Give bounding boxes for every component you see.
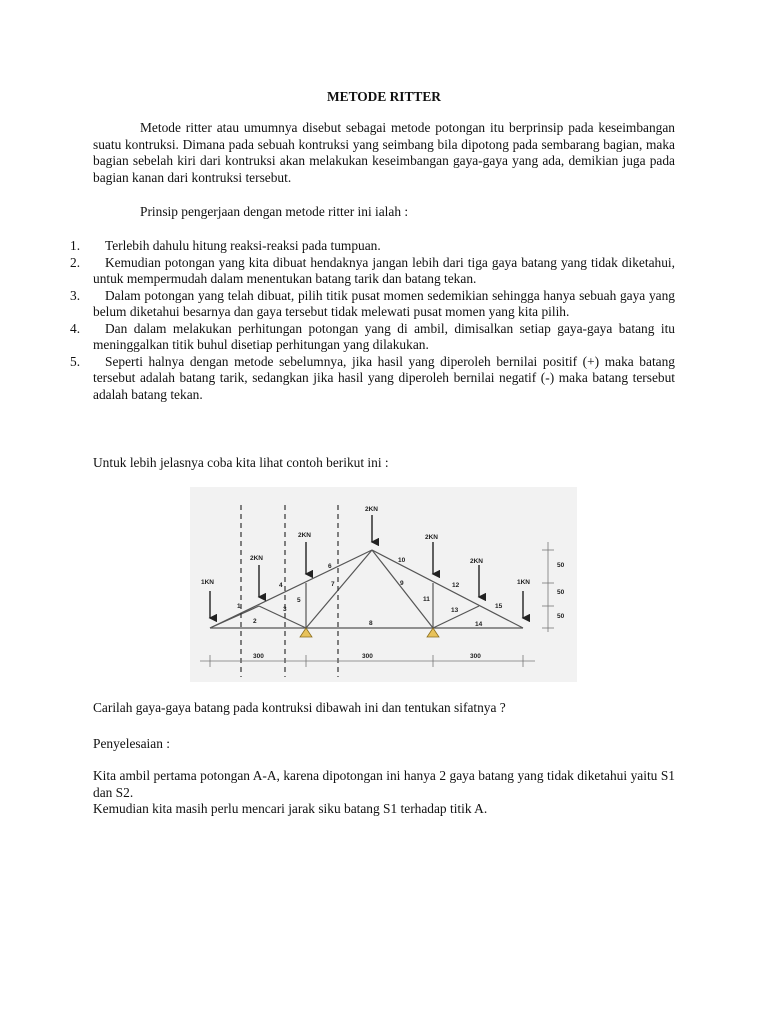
member-label: 6 <box>328 563 332 570</box>
member-label: 4 <box>279 582 283 589</box>
member-label: 12 <box>452 582 460 589</box>
member-label: 5 <box>297 597 301 604</box>
height-label: 50 <box>557 589 565 596</box>
load-label: 2KN <box>250 555 264 562</box>
member-label: 15 <box>495 603 503 610</box>
page-title: METODE RITTER <box>327 89 441 104</box>
load-label: 2KN <box>470 558 484 565</box>
solution-label: Penyelesaian : <box>93 736 170 751</box>
support-right-icon <box>427 628 439 637</box>
span-label: 300 <box>470 653 481 660</box>
question-paragraph: Carilah gaya-gaya batang pada kontruksi dibawah ini dan tentukan sifatnya ? <box>93 700 506 715</box>
member-label: 10 <box>398 557 406 564</box>
section-lines <box>241 505 338 677</box>
member-label: 14 <box>475 621 483 628</box>
load-label: 2KN <box>298 532 312 539</box>
member-label: 9 <box>400 580 404 587</box>
solution-paragraph-1: Kita ambil pertama potongan A-A, karena dipotongan ini hanya 2 gaya batang yang tidak diketahui yaitu S1 dan S2. <box>93 768 675 800</box>
list-item-number: 5. <box>70 353 81 369</box>
list-item-number: 2. <box>70 254 81 270</box>
support-left-icon <box>300 628 312 637</box>
member-label: 3 <box>283 606 287 613</box>
example-intro: Untuk lebih jelasnya coba kita lihat contoh berikut ini : <box>93 455 389 470</box>
list-item-number: 4. <box>70 320 81 336</box>
member-label: 11 <box>423 596 430 603</box>
list-item <box>70 238 675 255</box>
list-item-text: Kemudian potongan yang kita dibuat hendaknya jangan lebih dari tiga gaya batang yang tidak diketahui, untuk mempermudah dalam menentukan batang tarik dan batang tekan. <box>93 254 675 286</box>
span-label: 300 <box>253 653 264 660</box>
list-item <box>70 354 675 404</box>
list-item <box>70 288 675 321</box>
height-label: 50 <box>557 613 565 620</box>
truss-diagram <box>190 487 577 682</box>
steps-list <box>70 238 675 403</box>
load-arrows <box>210 515 523 618</box>
list-item-text: Seperti halnya dengan metode sebelumnya, jika hasil yang diperoleh bernilai positif (+) maka batang tersebut adalah batang tarik, sedangkan jika hasil yang diperoleh bernilai negatif (-) maka batang tersebut adalah batang tekan. <box>93 353 675 402</box>
height-dimension-line <box>542 542 554 632</box>
member-label: 13 <box>451 607 459 614</box>
list-item <box>70 321 675 354</box>
member-label: 8 <box>369 620 373 627</box>
solution-paragraph-2: Kemudian kita masih perlu mencari jarak siku batang S1 terhadap titik A. <box>93 801 488 816</box>
list-item-text: Terlebih dahulu hitung reaksi-reaksi pada tumpuan. <box>105 238 381 253</box>
load-label: 2KN <box>365 506 379 513</box>
member-label: 2 <box>253 618 257 625</box>
truss-svg <box>190 487 577 682</box>
member-label: 1 <box>237 603 241 610</box>
height-label: 50 <box>557 562 565 569</box>
intro-paragraph: Metode ritter atau umumnya disebut sebagai metode potongan itu berprinsip pada keseimbangan suatu kontruksi. Dimana pada sebuah kontruksi yang seimbang bila dipotong pada sembarang bagian, maka bagian sebelah kiri dari kontruksi akan melakukan keseimbangan gaya-gaya yang ada, demikian juga pada bagian kanan dari kontruksi tersebut. <box>93 120 675 185</box>
span-label: 300 <box>362 653 373 660</box>
list-item-number: 3. <box>70 287 81 303</box>
list-item-text: Dalam potongan yang telah dibuat, pilih titik pusat momen sedemikian sehingga hanya sebuah gaya yang belum diketahui besarnya dan gaya tersebut tidak melewati pusat momen yang kita pilih. <box>93 287 675 319</box>
list-item-text: Dan dalam melakukan perhitungan potongan yang di ambil, dimisalkan setiap gaya-gaya batang itu meninggalkan titik buhul disetiap perhitungan yang dilakukan. <box>93 320 675 352</box>
load-label: 2KN <box>425 534 439 541</box>
member-label: 7 <box>331 581 335 588</box>
list-item <box>70 255 675 288</box>
principle-paragraph: Prinsip pengerjaan dengan metode ritter ini ialah : <box>140 204 409 219</box>
load-label: 1KN <box>517 579 531 586</box>
load-label: 1KN <box>201 579 215 586</box>
list-item-number: 1. <box>70 238 81 253</box>
